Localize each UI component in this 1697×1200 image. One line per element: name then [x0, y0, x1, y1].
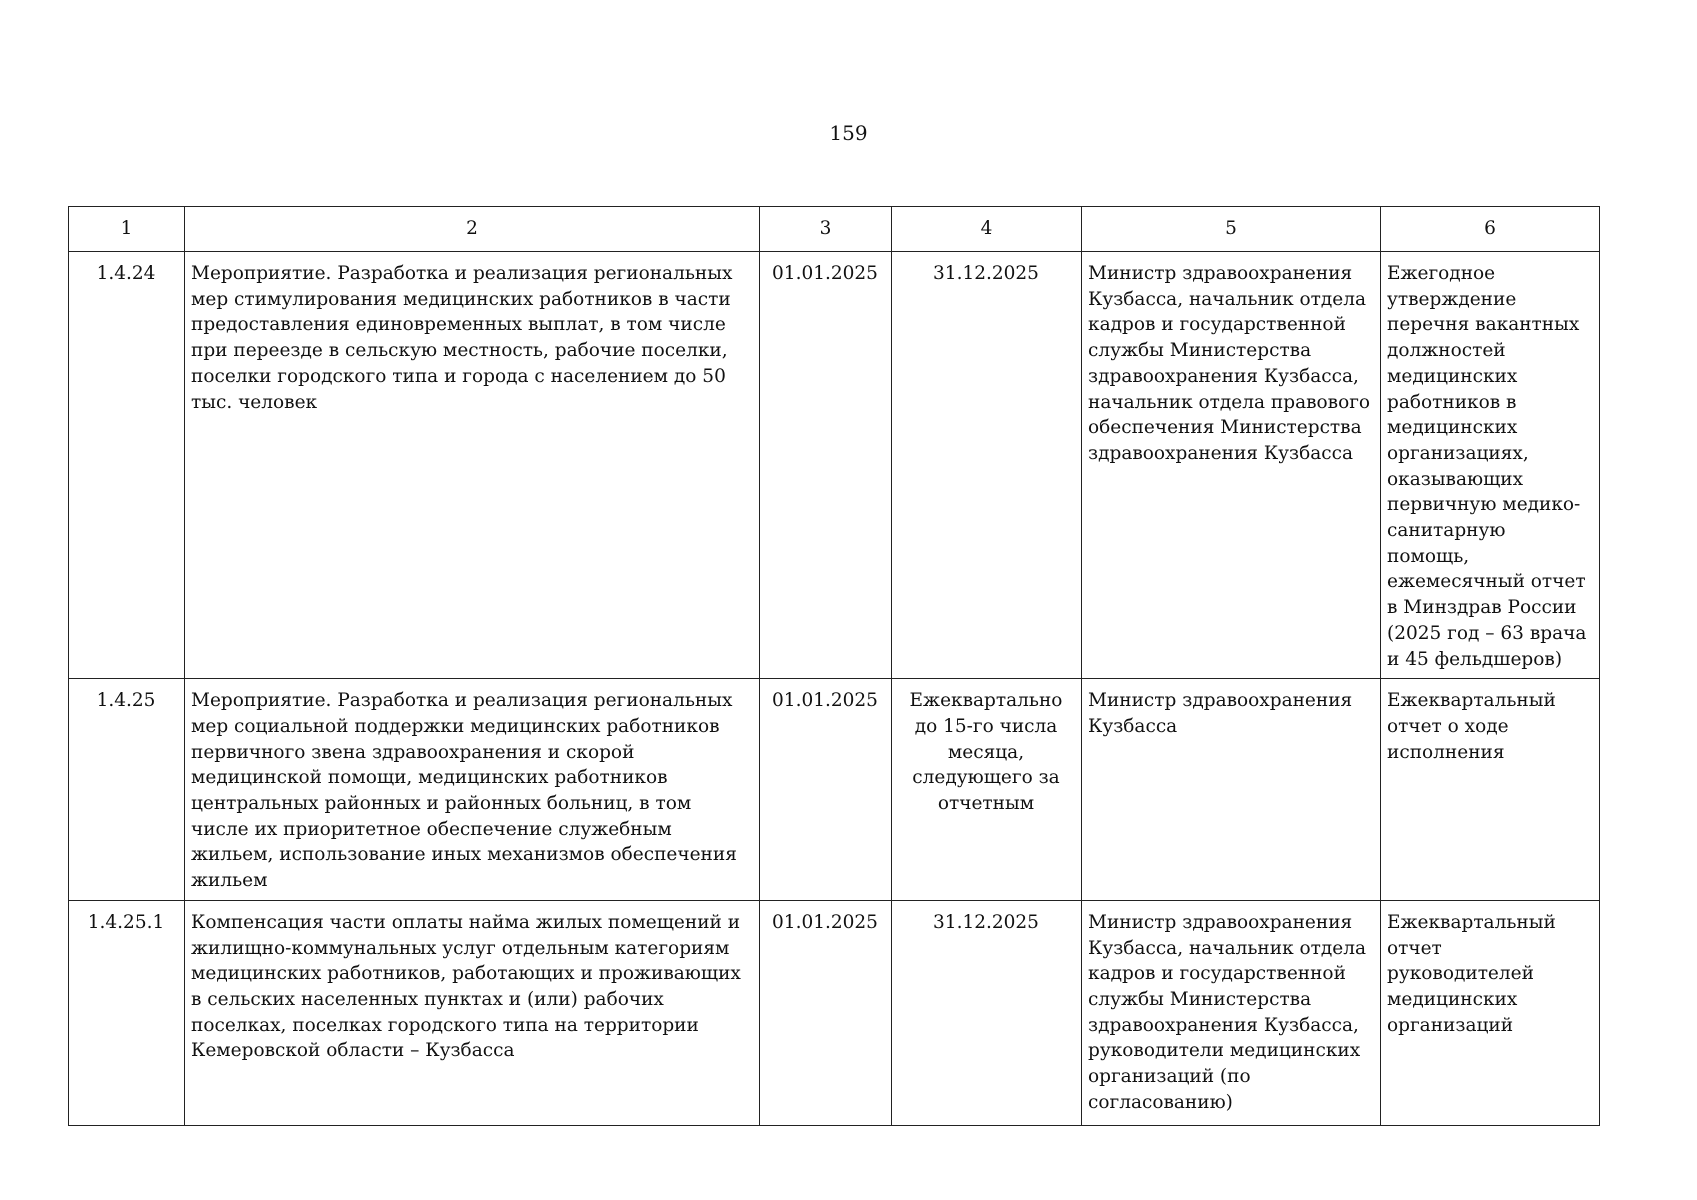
column-header: 2	[185, 207, 760, 252]
table-header-row	[69, 207, 1600, 252]
measure-name: Мероприятие. Разработка и реализация региональных мер стимулирования медицинских работников в части предоставления единовременных выплат, в том числе при переезде в сельскую местность, рабочие поселки, поселки городского типа и города с населением до 50 тыс. человек	[185, 252, 760, 679]
start-date: 01.01.2025	[760, 900, 892, 1125]
measure-name: Компенсация части оплаты найма жилых помещений и жилищно-коммунальных услуг отдельным категориям медицинских работников, работающих и проживающих в сельских населенных пунктах и (или) рабочих поселках, поселках городского типа на территории Кемеровской области – Кузбасса	[185, 900, 760, 1125]
row-number: 1.4.24	[69, 252, 185, 679]
end-date: 31.12.2025	[892, 252, 1082, 679]
responsible: Министр здравоохранения Кузбасса, начальник отдела кадров и государственной службы Министерства здравоохранения Кузбасса, руководители медицинских организаций (по согласованию)	[1082, 900, 1381, 1125]
result: Ежеквартальный отчет о ходе исполнения	[1381, 679, 1600, 901]
end-date: 31.12.2025	[892, 900, 1082, 1125]
result: Ежеквартальный отчет руководителей медицинских организаций	[1381, 900, 1600, 1125]
start-date: 01.01.2025	[760, 679, 892, 901]
row-number: 1.4.25	[69, 679, 185, 901]
column-header: 3	[760, 207, 892, 252]
table-row	[69, 679, 1600, 901]
result: Ежегодное утверждение перечня вакантных должностей медицинских работников в медицинских организациях, оказывающих первичную медико-санитарную помощь, ежемесячный отчет в Минздрав России (2025 год – 63 врача и 45 фельдшеров)	[1381, 252, 1600, 679]
measure-name: Мероприятие. Разработка и реализация региональных мер социальной поддержки медицинских работников первичного звена здравоохранения и скорой медицинской помощи, медицинских работников центральных районных и районных больниц, в том числе их приоритетное обеспечение служебным жильем, использование иных механизмов обеспечения жильем	[185, 679, 760, 901]
row-number: 1.4.25.1	[69, 900, 185, 1125]
table-row	[69, 252, 1600, 679]
column-header: 6	[1381, 207, 1600, 252]
responsible: Министр здравоохранения Кузбасса	[1082, 679, 1381, 901]
table-row	[69, 900, 1600, 1125]
end-date: Ежеквартально до 15-го числа месяца, следующего за отчетным	[892, 679, 1082, 901]
page-number: 159	[829, 121, 868, 145]
column-header: 1	[69, 207, 185, 252]
measures-table	[68, 206, 1600, 1126]
start-date: 01.01.2025	[760, 252, 892, 679]
responsible: Министр здравоохранения Кузбасса, начальник отдела кадров и государственной службы Министерства здравоохранения Кузбасса, начальник отдела правового обеспечения Министерства здравоохранения Кузбасса	[1082, 252, 1381, 679]
column-header: 5	[1082, 207, 1381, 252]
column-header: 4	[892, 207, 1082, 252]
